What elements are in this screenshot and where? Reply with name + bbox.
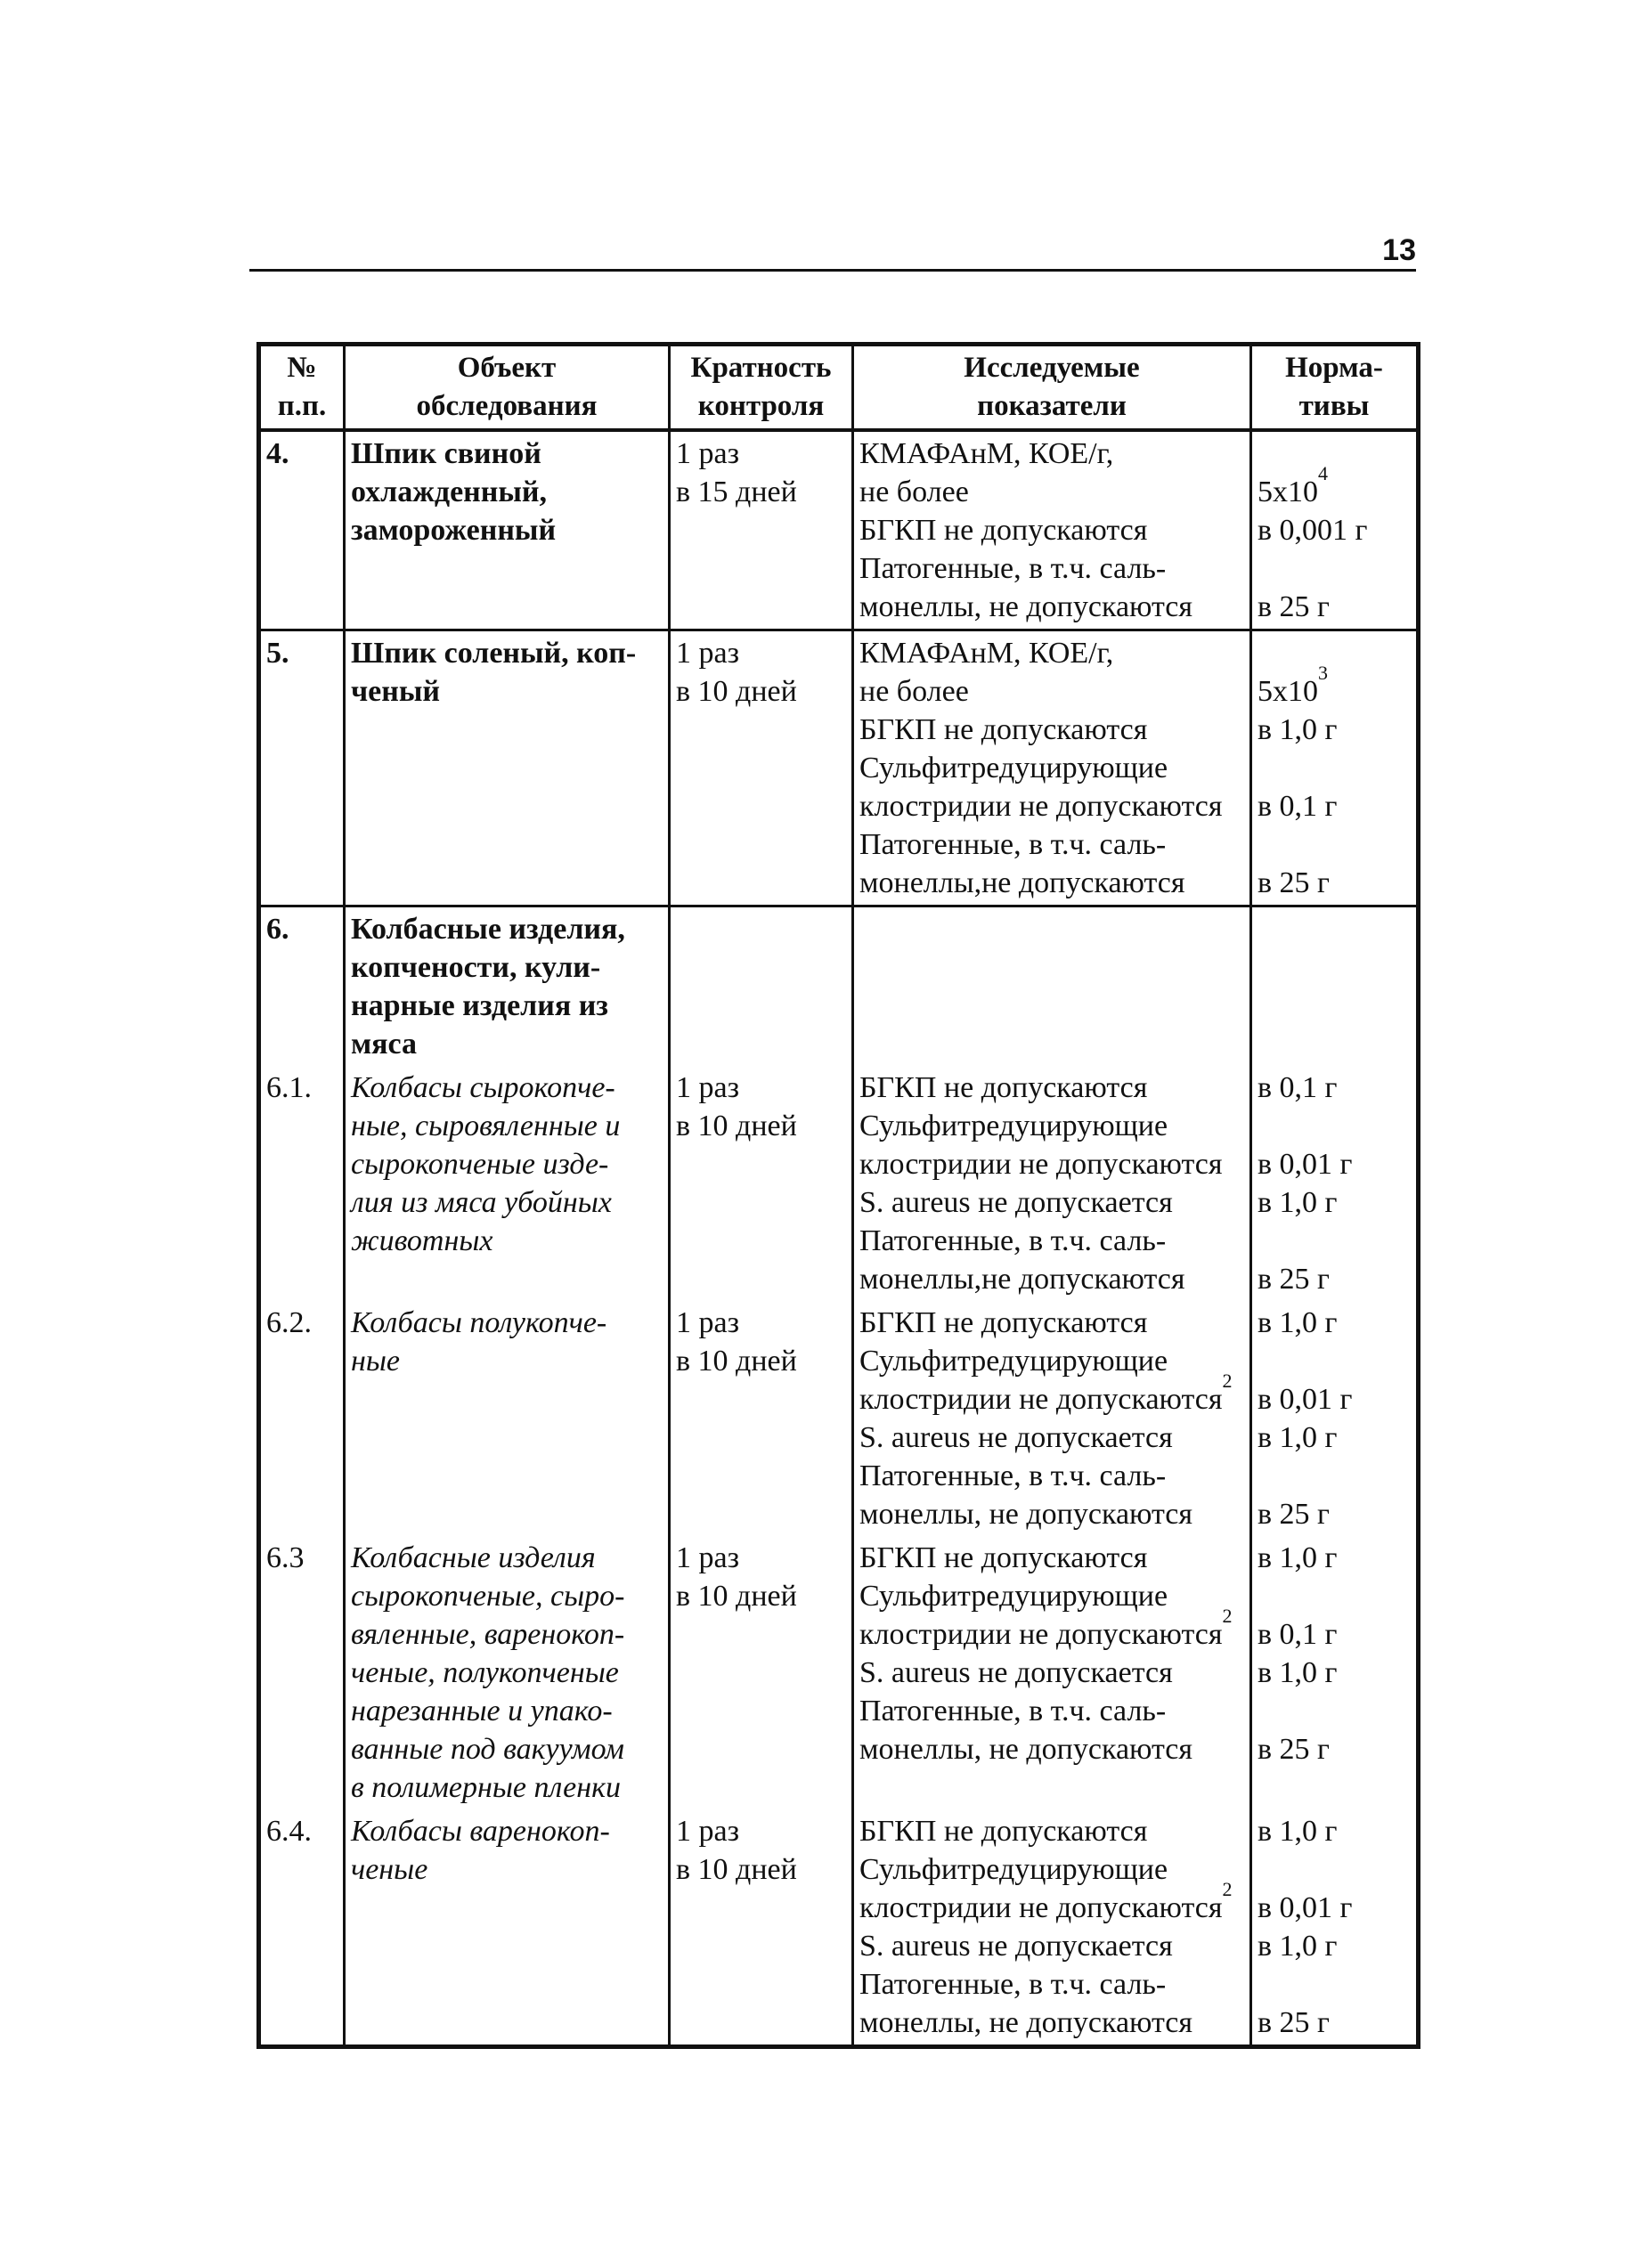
row-indicators: КМАФАнМ, КОЕ/г, не более БГКП не допускаются Сульфитредуцирующие клостридии не допускаются Патогенные, в т.ч. саль- монеллы,не допускаются [853,630,1251,906]
header-rule [249,269,1416,272]
row-number: 6.1. [259,1066,345,1301]
row-norms: в 1,0 г в 0,01 г в 1,0 г в 25 г [1251,1301,1419,1536]
footnote-marker: 2 [1222,1877,1233,1900]
row-object: Колбасы варенокоп- ченые [345,1809,670,2047]
header-no: № п.п. [259,345,345,431]
row-number: 5. [259,630,345,906]
row-indicators [853,906,1251,1067]
row-frequency: 1 раз в 10 дней [670,1536,853,1809]
row-object: Шпик свиной охлажденный, замороженный [345,430,670,630]
header-indicators: Исследуемые показатели [853,345,1251,431]
table-row [259,630,1419,906]
row-indicators: БГКП не допускаются Сульфитредуцирующие клостридии не допускаются S. aureus не допускается Патогенные, в т.ч. саль- монеллы,не допускаются [853,1066,1251,1301]
row-number: 6.2. [259,1301,345,1536]
row-number: 6.4. [259,1809,345,2047]
row-norms: в 0,1 г в 0,01 г в 1,0 г в 25 г [1251,1066,1419,1301]
row-norms [1251,906,1419,1067]
row-indicators: БГКП не допускаются Сульфитредуцирующие клостридии не допускаются$^2$ S. aureus не допускается Патогенные, в т.ч. саль- монеллы, не допускаются [853,1301,1251,1536]
row-indicators: БГКП не допускаются Сульфитредуцирующие клостридии не допускаются$^2$ S. aureus не допускается Патогенные, в т.ч. саль- монеллы, не допускаются [853,1809,1251,2047]
table-header-row [259,345,1419,431]
row-object: Колбасы сырокопче- ные, сыровяленные и сырокопченые изде- лия из мяса убойных животных [345,1066,670,1301]
table-row [259,906,1419,1067]
row-norms: $5х10^4$ в 0,001 г в 25 г [1251,430,1419,630]
header-frequency: Кратность контроля [670,345,853,431]
norms-table [256,342,1420,2049]
row-object: Колбасные изделия, копчености, кули- нарные изделия из мяса [345,906,670,1067]
row-number: 6. [259,906,345,1067]
table-row [259,1809,1419,2047]
table-row [259,1301,1419,1536]
footnote-marker: 2 [1222,1369,1233,1392]
footnote-marker: 2 [1222,1604,1233,1627]
row-frequency: 1 раз в 10 дней [670,1066,853,1301]
page-number: 13 [1382,233,1416,267]
row-object: Шпик соленый, коп- ченый [345,630,670,906]
row-object: Колбасные изделия сырокопченые, сыро- вяленные, варенокоп- ченые, полукопченые нарезанные и упако- ванные под вакуумом в полимерные пленки [345,1536,670,1809]
row-frequency: 1 раз в 15 дней [670,430,853,630]
row-frequency [670,906,853,1067]
row-number: 6.3 [259,1536,345,1809]
table-row [259,430,1419,630]
row-indicators: БГКП не допускаются Сульфитредуцирующие клостридии не допускаются$^2$ S. aureus не допускается Патогенные, в т.ч. саль- монеллы, не допускаются [853,1536,1251,1809]
row-number: 4. [259,430,345,630]
row-frequency: 1 раз в 10 дней [670,1809,853,2047]
table-row [259,1536,1419,1809]
row-object: Колбасы полукопче- ные [345,1301,670,1536]
row-frequency: 1 раз в 10 дней [670,630,853,906]
table-row [259,1066,1419,1301]
row-frequency: 1 раз в 10 дней [670,1301,853,1536]
header-object: Объект обследования [345,345,670,431]
row-norms: в 1,0 г в 0,01 г в 1,0 г в 25 г [1251,1809,1419,2047]
row-indicators: КМАФАнМ, КОЕ/г, не более БГКП не допускаются Патогенные, в т.ч. саль- монеллы, не допускаются [853,430,1251,630]
header-norms: Норма- тивы [1251,345,1419,431]
row-norms: в 1,0 г в 0,1 г в 1,0 г в 25 г [1251,1536,1419,1809]
row-norms: $5х10^3$ в 1,0 г в 0,1 г в 25 г [1251,630,1419,906]
